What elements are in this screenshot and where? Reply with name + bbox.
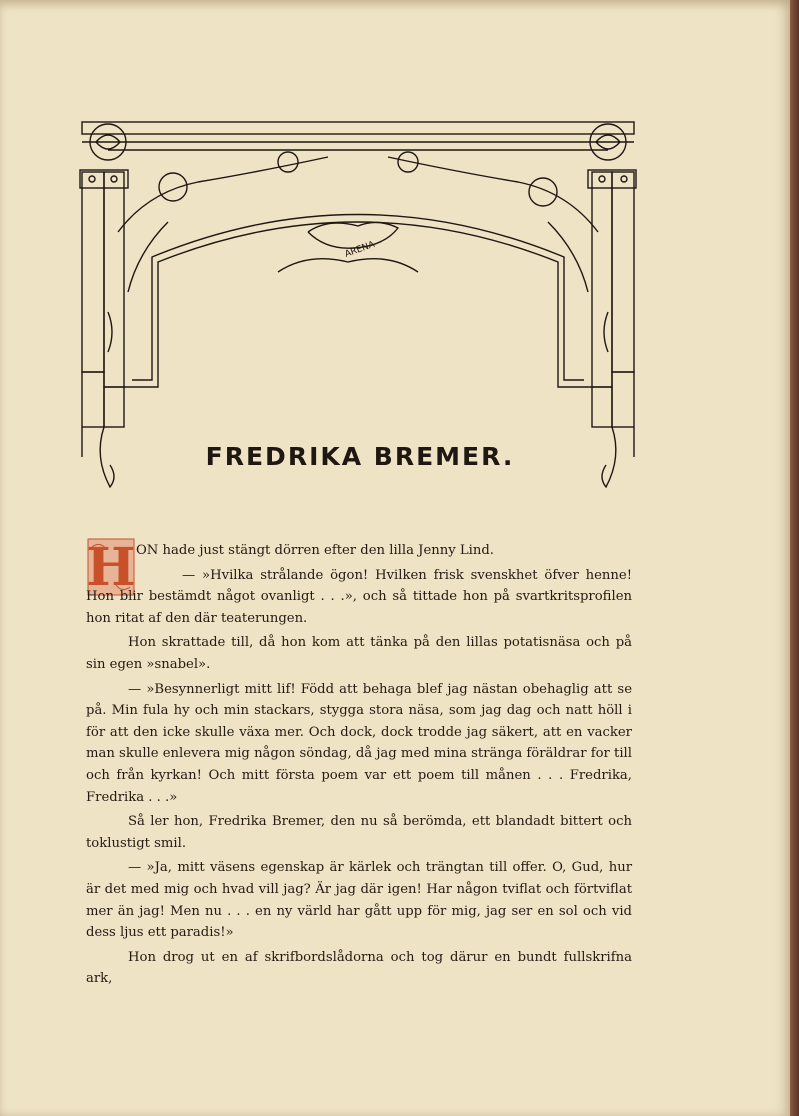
book-edge	[790, 0, 799, 1116]
chapter-title-text: FREDRIKA BREMER.	[205, 442, 515, 471]
paragraph: Hon drog ut en af skrifbordslådorna och tog därur en bundt fullskrifna ark,	[86, 949, 632, 987]
dropcap-letter: H	[86, 537, 136, 597]
paragraph: — »Besynnerligt mitt lif! Född att behaga blef jag nästan obehaglig att se på. Min fula hy och min stackars, stygga stora näsa, som jag dag och natt höll i för att den icke skulle växa mer. Och dock, dock trodde jag säkert, att en vacker man skulle enlevera mig någon söndag, då jag med mina stränga föräldrar for till och från kyrkan! Och mitt första poem var ett poem till månen . . . Fredrika, Fredrika . . .»	[86, 681, 632, 805]
paragraph: ON hade just stängt dörren efter den lilla Jenny Lind.	[136, 543, 494, 558]
chapter-title	[0, 442, 720, 471]
ribbon-text: ARENA	[343, 239, 377, 260]
paragraph: Så ler hon, Fredrika Bremer, den nu så berömda, ett blandadt bittert och toklustigt smil.	[86, 814, 632, 851]
paragraph: — »Hvilka strålande ögon! Hvilken frisk svenskhet öfver henne! Hon blir bestämdt något ovanligt . . .», och så tittade hon på svartkritsprofilen hon ritat af den där teaterungen.	[86, 567, 632, 626]
paragraph: — »Ja, mitt väsens egenskap är kärlek och trängtan till offer. O, Gud, hur är det med mig och hvad vill jag? Är jag där igen! Har någon tviflat och förtviflat mer än jag! Men nu . . . en ny värld har gått upp för mig, jag ser en sol och vid dess ljus ett paradis!»	[86, 860, 632, 941]
paragraph: Hon skrattade till, då hon kom att tänka på den lillas potatisnäsa och på sin egen »snabel».	[86, 635, 632, 672]
body-text	[86, 540, 632, 993]
